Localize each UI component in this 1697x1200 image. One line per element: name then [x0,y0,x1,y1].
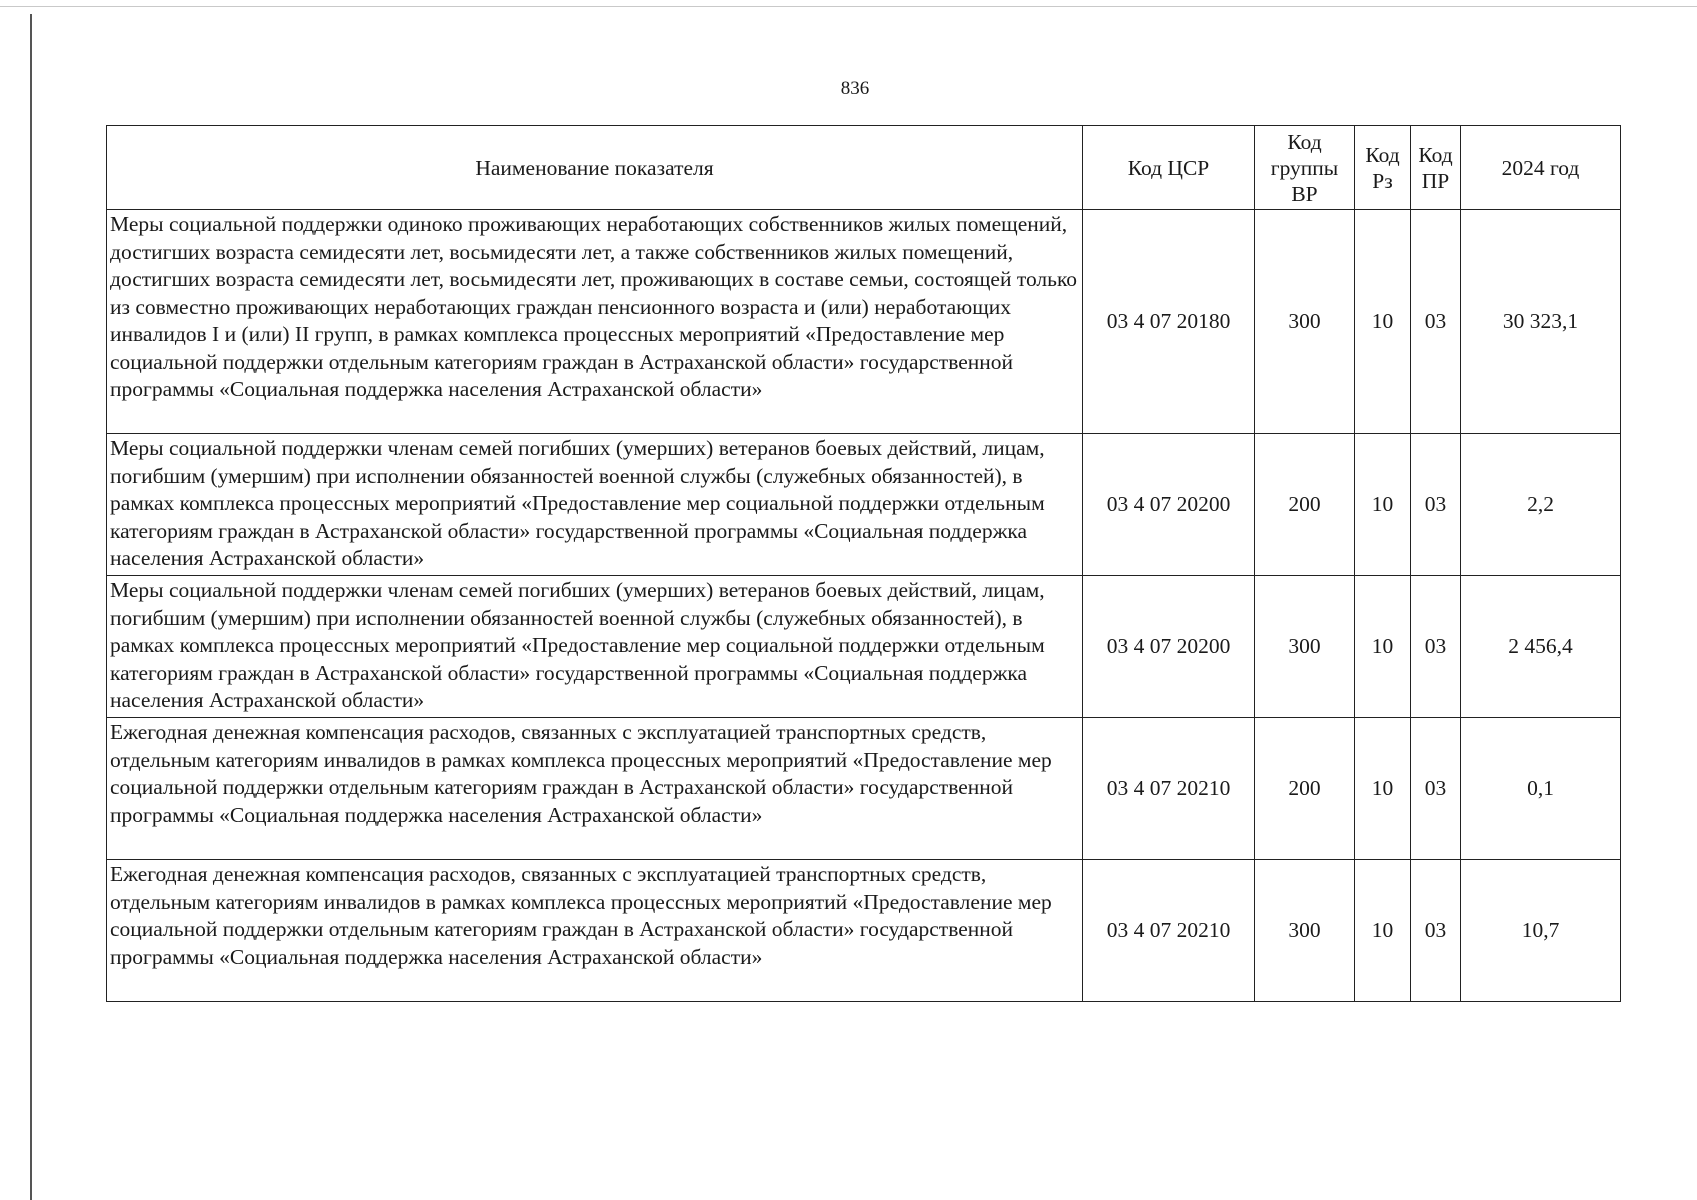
row-pr: 03 [1411,434,1461,576]
row-name: Ежегодная денежная компенсация расходов, связанных с эксплуатацией транспортных средств, отдельным категориям инвалидов в рамках комплекса процессных мероприятий «Предоставление мер социальной поддержки отдельным категориям граждан в Астраханской области» государственной программы «Социальная поддержка населения Астраханской области» [107,860,1083,1002]
row-pr: 03 [1411,576,1461,718]
row-year-value: 2,2 [1461,434,1621,576]
row-rz: 10 [1355,860,1411,1002]
row-pr: 03 [1411,210,1461,434]
row-vr: 200 [1255,434,1355,576]
table-header-row [107,126,1621,210]
header-vr: Код группы ВР [1255,126,1355,210]
row-vr: 300 [1255,576,1355,718]
row-year-value: 10,7 [1461,860,1621,1002]
row-vr: 300 [1255,860,1355,1002]
row-rz: 10 [1355,434,1411,576]
row-rz: 10 [1355,718,1411,860]
table-row [107,860,1621,1002]
header-year: 2024 год [1461,126,1621,210]
header-name: Наименование показателя [107,126,1083,210]
row-vr: 300 [1255,210,1355,434]
scan-top-edge [0,6,1697,7]
row-pr: 03 [1411,718,1461,860]
table-row [107,576,1621,718]
row-rz: 10 [1355,210,1411,434]
scan-left-edge [30,14,32,1200]
header-csr: Код ЦСР [1083,126,1255,210]
budget-table [106,125,1621,1002]
row-csr: 03 4 07 20200 [1083,434,1255,576]
row-name: Меры социальной поддержки членам семей погибших (умерших) ветеранов боевых действий, лицам, погибшим (умершим) при исполнении обязанностей военной службы (служебных обязанностей), в рамках комплекса процессных мероприятий «Предоставление мер социальной поддержки отдельным категориям граждан в Астраханской области» государственной программы «Социальная поддержка населения Астраханской области» [107,434,1083,576]
row-vr: 200 [1255,718,1355,860]
row-year-value: 2 456,4 [1461,576,1621,718]
row-pr: 03 [1411,860,1461,1002]
row-csr: 03 4 07 20200 [1083,576,1255,718]
row-year-value: 30 323,1 [1461,210,1621,434]
header-rz: Код Рз [1355,126,1411,210]
row-csr: 03 4 07 20180 [1083,210,1255,434]
row-name: Ежегодная денежная компенсация расходов, связанных с эксплуатацией транспортных средств, отдельным категориям инвалидов в рамках комплекса процессных мероприятий «Предоставление мер социальной поддержки отдельным категориям граждан в Астраханской области» государственной программы «Социальная поддержка населения Астраханской области» [107,718,1083,860]
row-year-value: 0,1 [1461,718,1621,860]
row-csr: 03 4 07 20210 [1083,718,1255,860]
row-csr: 03 4 07 20210 [1083,860,1255,1002]
row-name: Меры социальной поддержки членам семей погибших (умерших) ветеранов боевых действий, лицам, погибшим (умершим) при исполнении обязанностей военной службы (служебных обязанностей), в рамках комплекса процессных мероприятий «Предоставление мер социальной поддержки отдельным категориям граждан в Астраханской области» государственной программы «Социальная поддержка населения Астраханской области» [107,576,1083,718]
table-row [107,210,1621,434]
header-pr: Код ПР [1411,126,1461,210]
page-number: 836 [840,78,870,99]
table-row [107,718,1621,860]
row-name: Меры социальной поддержки одиноко проживающих неработающих собственников жилых помещений, достигших возраста семидесяти лет, восьмидесяти лет, а также собственников жилых помещений, достигших возраста семидесяти лет, восьмидесяти лет, проживающих в составе семьи, состоящей только из совместно проживающих неработающих граждан пенсионного возраста и (или) неработающих инвалидов I и (или) II групп, в рамках комплекса процессных мероприятий «Предоставление мер социальной поддержки отдельным категориям граждан в Астраханской области» государственной программы «Социальная поддержка населения Астраханской области» [107,210,1083,434]
table-row [107,434,1621,576]
row-rz: 10 [1355,576,1411,718]
